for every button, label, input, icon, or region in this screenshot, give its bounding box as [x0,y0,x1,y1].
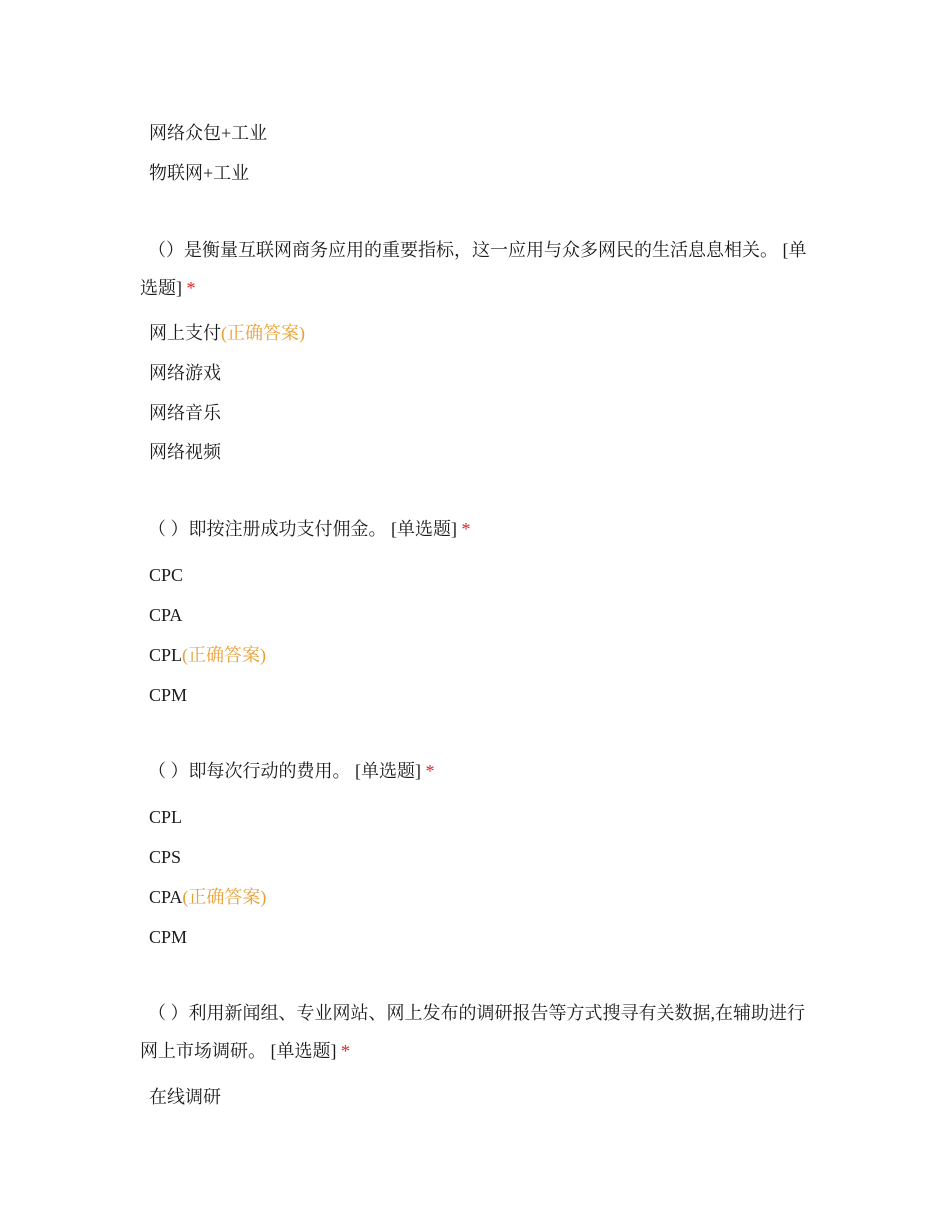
question-text: （）是衡量互联网商务应用的重要指标，这一应用与众多网民的生活息息相关。 [148,240,778,260]
question-type-tag: [单选题] [391,519,457,539]
correct-answer-label: (正确答案) [221,323,305,343]
option-label: CPM [149,685,188,705]
required-mark: * [341,1041,350,1061]
option-item [149,683,187,707]
question-text: （ ）即按注册成功支付佣金。 [148,519,387,539]
question-1 [140,231,820,307]
question-2 [140,510,820,548]
option-item [149,563,183,587]
option-item [149,440,221,464]
question-4 [140,994,820,1070]
option-label: 网络音乐 [149,403,221,423]
question-text: （ ）利用新闻组、专业网站、网上发布的调研报告等方式搜寻有关数据,在辅助进行网上市场调研。 [140,1003,805,1061]
option-item [149,925,187,949]
option-label: CPL [149,645,183,665]
question-type-tag: [单选题] [355,761,421,781]
option-label: 网络游戏 [149,363,221,383]
question-type-tag: [单选题] [270,1041,337,1061]
required-mark: * [186,278,196,298]
option-item [149,603,182,627]
required-mark: * [425,761,435,781]
question-3 [140,752,820,790]
option-label: 网络视频 [149,442,221,462]
option-item [149,845,181,869]
option-label: CPS [149,847,182,867]
option-item [149,321,305,345]
option-label: CPL [149,807,183,827]
question-text: （ ）即每次行动的费用。 [148,761,351,781]
option-item [149,361,221,385]
correct-answer-label: (正确答案) [182,645,267,665]
option-label: CPC [149,565,184,585]
option-item [149,885,266,909]
option-item [149,121,267,145]
option-label: CPA [149,887,183,907]
required-mark: * [461,519,471,539]
option-label: 物联网+工业 [149,163,250,183]
option-label: 网上支付 [149,323,221,343]
option-item [149,643,266,667]
option-item [149,401,221,425]
option-item [149,1085,221,1109]
option-label: 在线调研 [149,1087,221,1107]
option-label: CPM [149,927,188,947]
option-label: 网络众包+工业 [149,123,268,143]
option-item [149,161,249,185]
option-item [149,805,182,829]
question-type-tag: [单选题] [140,240,807,298]
option-label: CPA [149,605,183,625]
correct-answer-label: (正确答案) [182,887,267,907]
